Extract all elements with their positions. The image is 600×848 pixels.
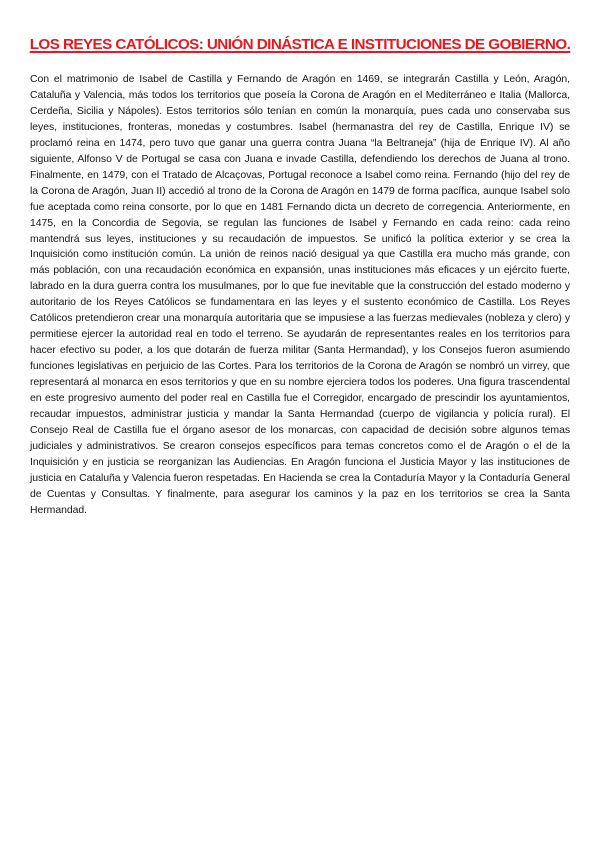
- body-paragraph: Con el matrimonio de Isabel de Castilla y Fernando de Aragón en 1469, se integrarán Castilla y León, Aragón, Cataluña y Valencia, más todos los territorios que poseía la Corona de Aragón en el Mediterráneo e Italia (Mallorca, Cerdeña, Sicilia y Nápoles). Estos territorios sólo tenían en común la monarquía, pues cada uno conservaba sus leyes, instituciones, fronteras, monedas y costumbres. Isabel (hermanastra del rey de Castilla, Enrique IV) se proclamó reina en 1474, pero tuvo que ganar una guerra contra Juana “la Beltraneja” (hija de Enrique IV). Al año siguiente, Alfonso V de Portugal se casa con Juana e invade Castilla, defendiendo los derechos de Juana al trono. Finalmente, en 1479, con el Tratado de Alcaçovas, Portugal reconoce a Isabel como reina. Fernando (hijo del rey de la Corona de Aragón, Juan II) accedió al trono de la Corona de Aragón en 1479 de forma pacífica, aunque Isabel solo fue aceptada como reina consorte, por lo que en 1481 Fernando dicta un decreto de corregencia. Anteriormente, en 1475, en la Concordia de Segovia, se regulan las funciones de Isabel y Fernando en cada reino: cada reino mantendrá sus leyes, instituciones y su recaudación de impuestos. Se unificó la política exterior y se crea la Inquisición como institución común. La unión de reinos nació desigual ya que Castilla era mucho más grande, con más población, con una recaudación económica en expansión, unas instituciones más eficaces y un ejército fuerte, labrado en la dura guerra contra los musulmanes, por lo que fue inevitable que la construcción del estado moderno y autoritario de los Reyes Católicos se fundamentara en las leyes y el sustento económico de Castilla. Los Reyes Católicos pretendieron crear una monarquía autoritaria que se impusiese a las fuerzas medievales (nobleza y clero) y permitiese ejercer la autoridad real en todo el terreno. Se ayudarán de representantes reales en los territorios para hacer efectivo su poder, a los que dotarán de fuerza militar (Santa Hermandad), y los Consejos fueron asumiendo funciones legislativas en perjuicio de las Cortes. Para los territorios de la Corona de Aragón se nombró un virrey, que representará al monarca en esos territorios y que en su nombre ejerciera todos los poderes. Una figura trascendental en este progresivo aumento del poder real en Castilla fue el Corregidor, encargado de prescindir los ayuntamientos, recaudar impuestos, administrar justicia y mandar la Santa Hermandad (cuerpo de vigilancia y policía rural). El Consejo Real de Castilla fue el órgano asesor de los monarcas, con capacidad de decisión sobre algunos temas judiciales y administrativos. Se crearon consejos específicos para temas concretos como el de Aragón o el de la Inquisición y en justicia se reorganizan las Audiencias. En Aragón funciona el Justicia Mayor y las instituciones de justicia en Cataluña y Valencia fueron respetadas. En Hacienda se crea la Contaduría Mayor y la Contaduría General de Cuentas y Consultas. Y finalmente, para asegurar los caminos y la paz en los territorios se crea la Santa Hermandad.: [30, 74, 570, 516]
- page-title: LOS REYES CATÓLICOS: UNIÓN DINÁSTICA E INSTITUCIONES DE GOBIERNO.: [29, 36, 571, 53]
